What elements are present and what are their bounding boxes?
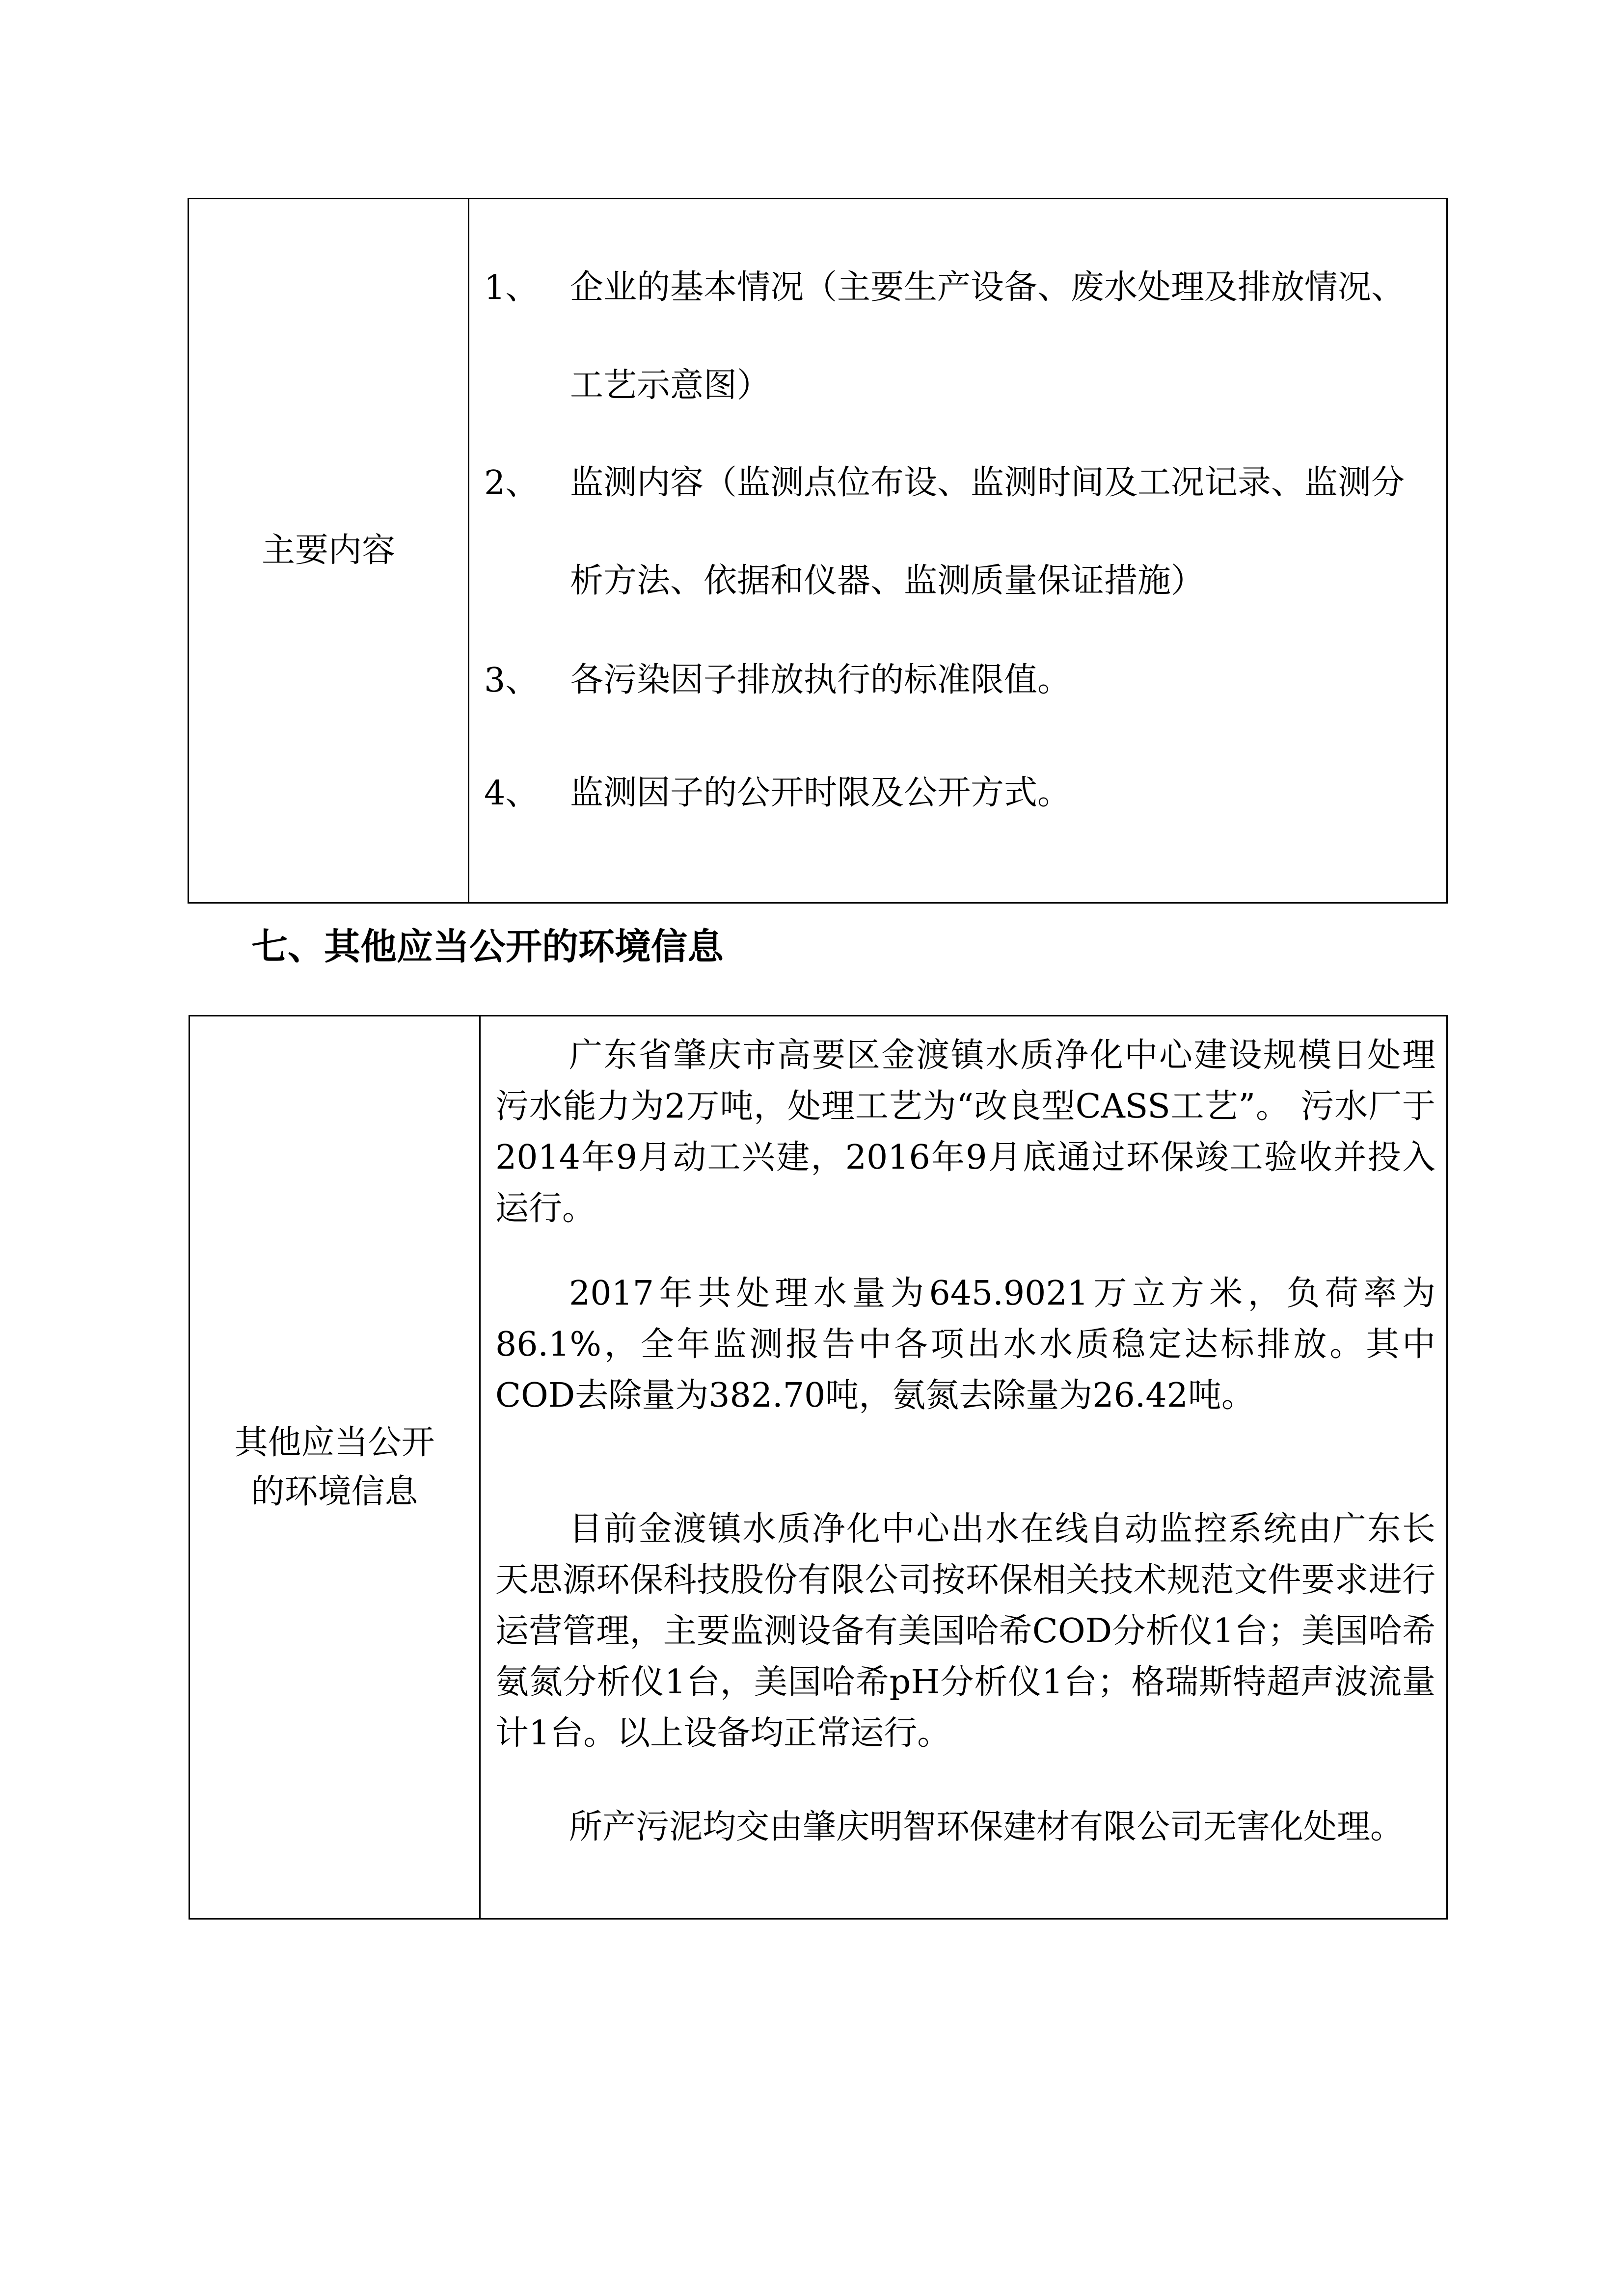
content-list <box>469 199 1446 902</box>
item-number: 2、 <box>484 464 539 503</box>
item-text: 监测内容（监测点位布设、监测时间及工况记录、监测分析方法、依据和仪器、监测质量保证措施） <box>570 463 1405 600</box>
item-number: 1、 <box>484 268 539 307</box>
item-number: 3、 <box>484 661 539 700</box>
paragraph: 2017年共处理水量为645.9021万立方米，负荷率为86.1%，全年监测报告中各项出水水质稳定达标排放。其中COD去除量为382.70吨，氨氮去除量为26.42吨。 <box>495 1274 1435 1415</box>
content-label: 主要内容 <box>261 531 395 570</box>
item-text: 企业的基本情况（主要生产设备、废水处理及排放情况、工艺示意图） <box>570 268 1405 405</box>
env-info-label-line2: 的环境信息 <box>251 1472 418 1511</box>
env-info-body <box>481 1016 1446 1918</box>
env-info-table <box>189 1015 1448 1920</box>
item-number: 4、 <box>484 774 539 813</box>
item-text: 监测因子的公开时限及公开方式。 <box>570 774 1071 812</box>
paragraph: 所产污泥均交由肇庆明智环保建材有限公司无害化处理。 <box>569 1808 1404 1846</box>
paragraph: 广东省肇庆市高要区金渡镇水质净化中心建设规模日处理污水能力为2万吨，处理工艺为“改良型CASS工艺”。 污水厂于2014年9月动工兴建，2016年9月底通过环保竣工验收并投入运行。 <box>495 1036 1435 1228</box>
content-table <box>188 198 1448 904</box>
paragraph: 目前金渡镇水质净化中心出水在线自动监控系统由广东长天思源环保科技股份有限公司按环保相关技术规范文件要求进行运营管理，主要监测设备有美国哈希COD分析仪1台；美国哈希氨氮分析仪1台，美国哈希pH分析仪1台；格瑞斯特超声波流量计1台。以上设备均正常运行。 <box>495 1510 1435 1753</box>
env-info-label <box>190 1016 479 1918</box>
section-heading: 七、其他应当公开的环境信息 <box>251 926 724 968</box>
item-text: 各污染因子排放执行的标准限值。 <box>570 661 1071 699</box>
env-info-label-line1: 其他应当公开 <box>234 1423 435 1462</box>
